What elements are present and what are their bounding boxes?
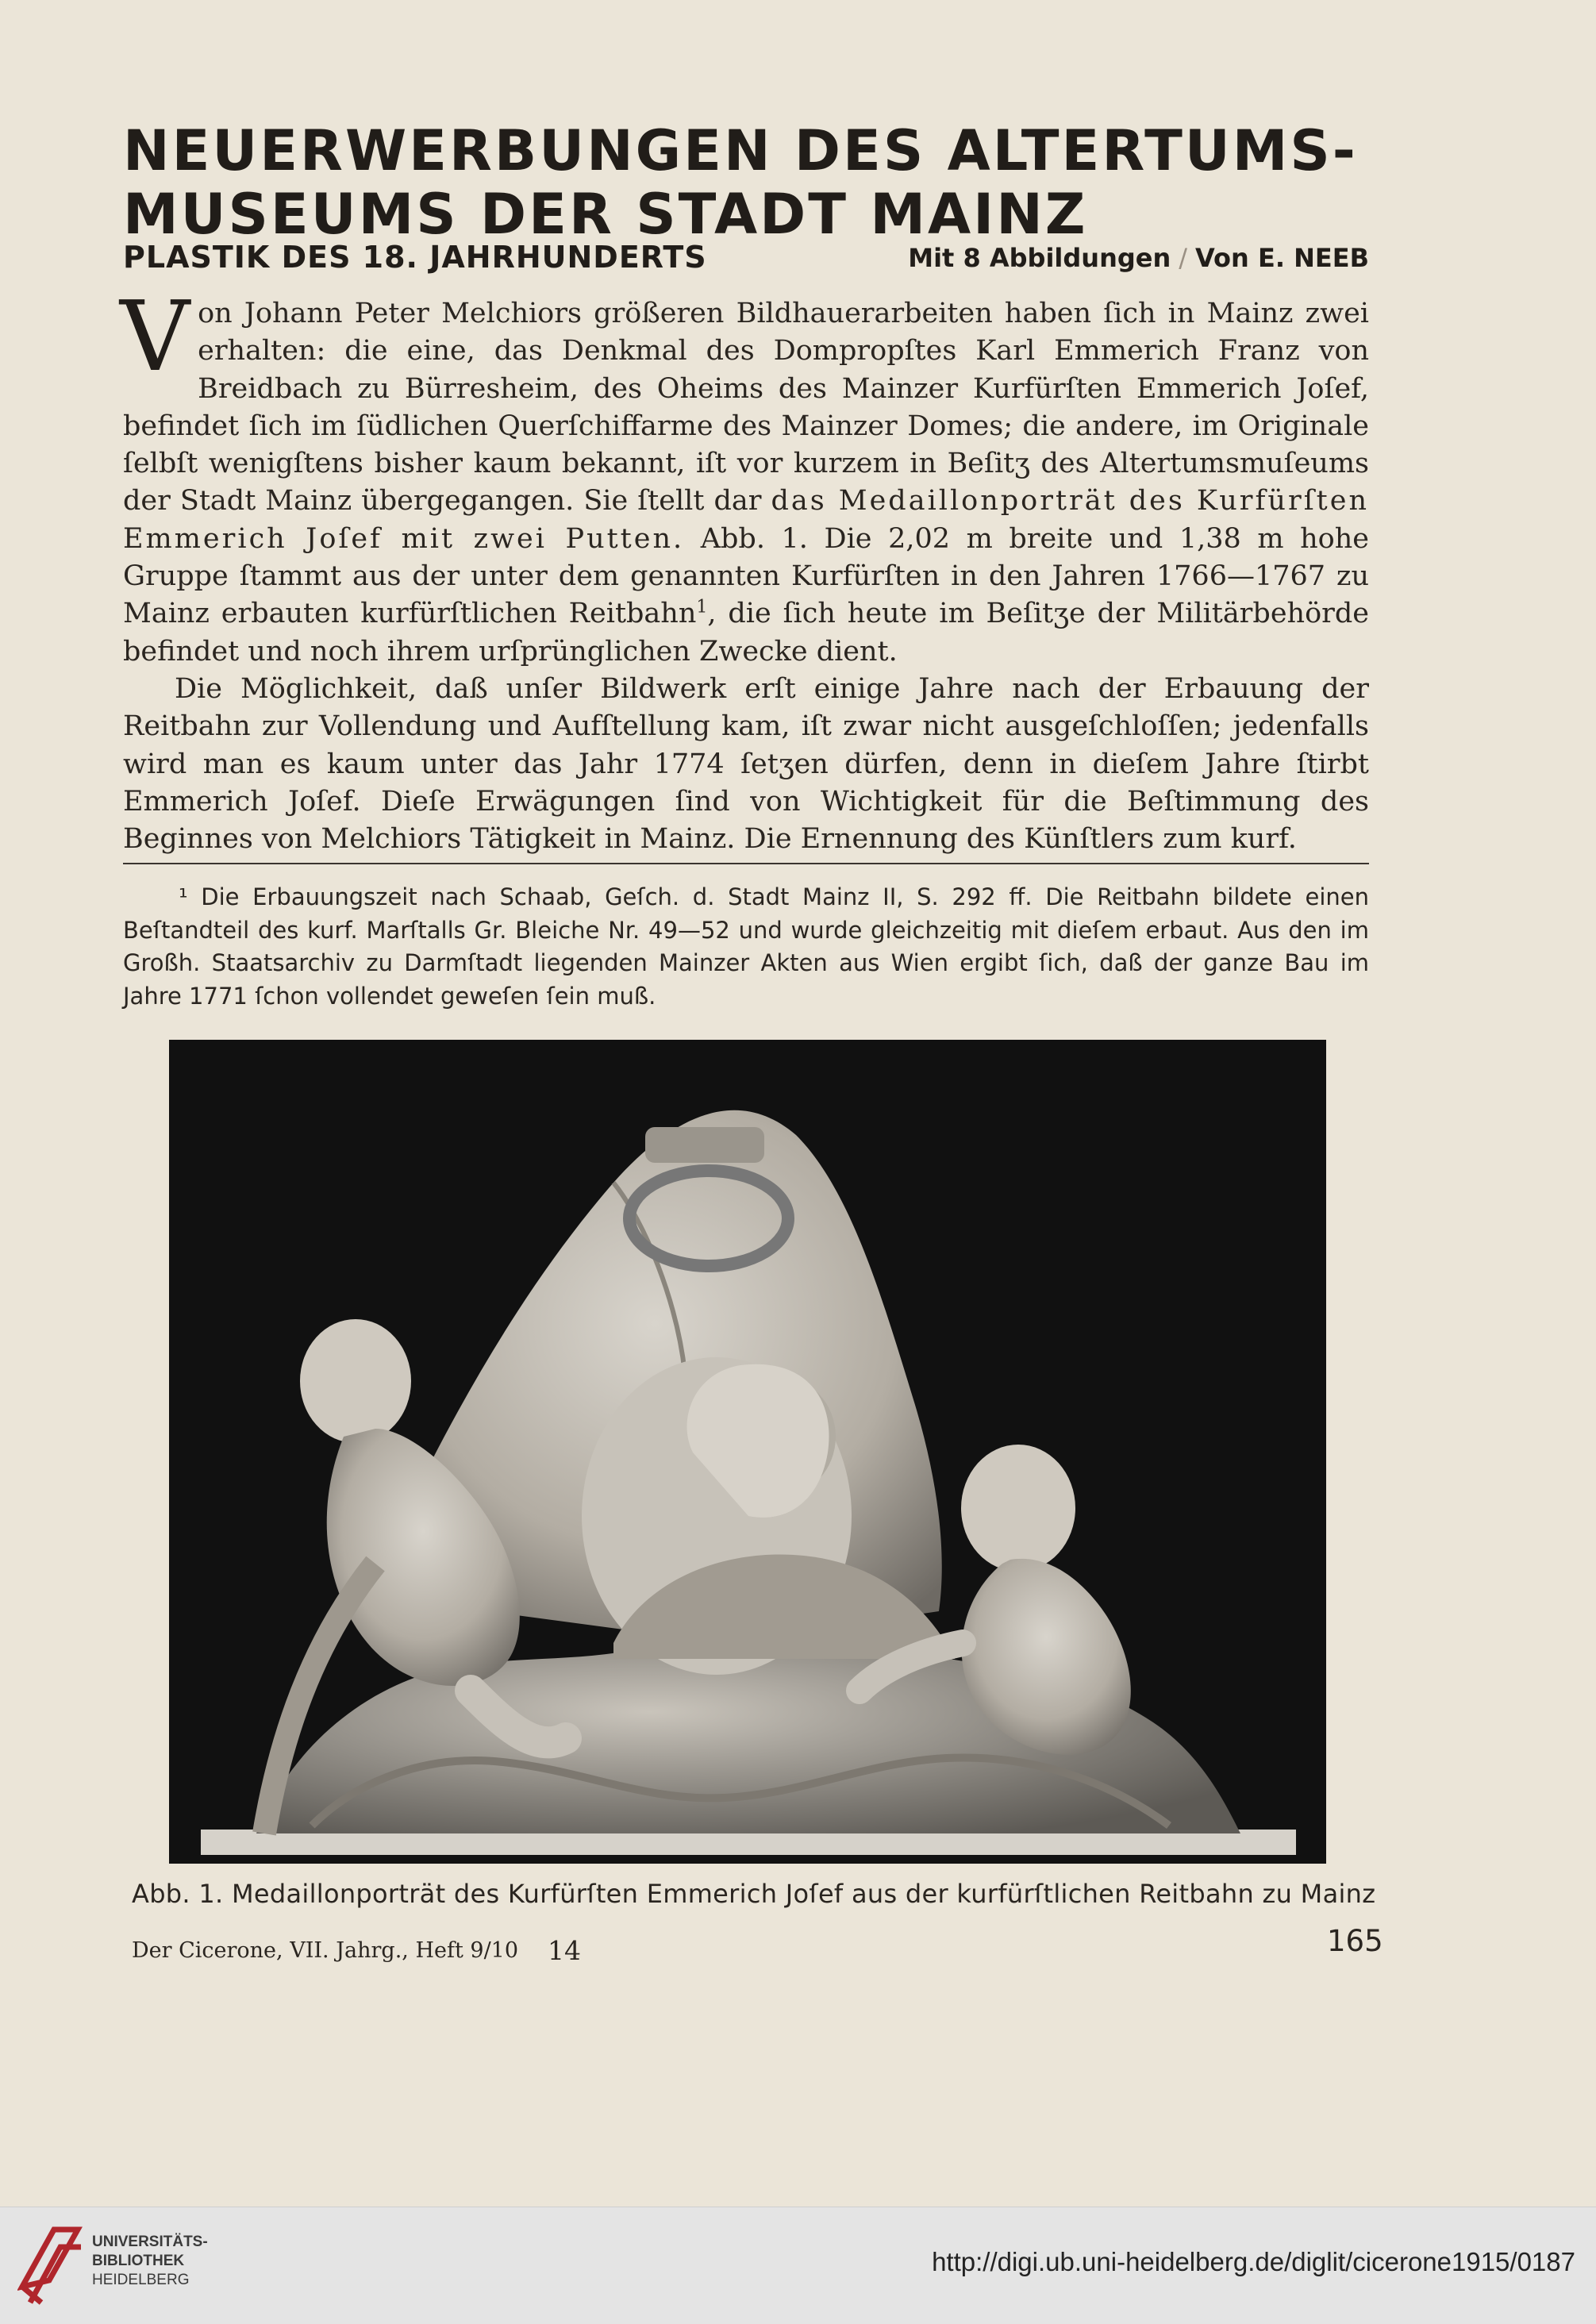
byline-separator: /	[1179, 243, 1188, 273]
paragraph-1-text-a: on Johann Peter Melchiors größeren Bildhauerarbeiten haben ſich in Mainz zwei erhalten: die eine, das Denkmal des Dompropſtes Karl Emmerich Franz von Breidbach zu Bürresheim, des Oheims des Mainzer Kurfürſten Emmerich Joſef, befindet ſich im ſüdlichen Querſchiffarme des Mainzer Domes; die andere, im Originale ſelbſt wenigſtens bisher kaum bekannt, iſt vor kurzem in Beſitʒ des Altertumsmuſeums der Stadt Mainz übergegangen. Sie ſtellt dar	[123, 298, 1369, 518]
journal-reference: Der Cicerone, VII. Jahrg., Heft 9/10	[132, 1938, 519, 1963]
paragraph-1-text-c: , die ſich heute im Beſitʒe der Militärbehörde befindet und noch ihrem urſprünglichen Zwecke dient.	[123, 598, 1369, 668]
library-name	[92, 2233, 208, 2290]
footnote-marker: 1	[696, 597, 708, 618]
title-line-2: MUSEUMS DER STADT MAINZ	[123, 182, 1088, 247]
byline	[908, 243, 1369, 273]
article-body	[120, 280, 1369, 858]
library-name-line-3: HEIDELBERG	[92, 2272, 190, 2288]
drop-cap: V	[120, 280, 190, 393]
digitization-footer	[0, 2207, 1596, 2324]
figure-photo	[169, 1040, 1326, 1864]
footnote-text: ¹ Die Erbauungszeit nach Schaab, Geſch. d. Stadt Mainz II, S. 292 ff. Die Reitbahn bildete einen Beſtandteil des kurf. Marſtalls Gr. Bleiche Nr. 49—52 und wurde gleichzeitig mit dieſem erbaut. Aus den im Großh. Staatsarchiv zu Darmſtadt liegenden Mainzer Akten aus Wien ergibt ſich, daß der ganze Bau im Jahre 1771 ſchon vollendet geweſen ſein muß.	[123, 883, 1369, 1010]
page-number: 165	[1327, 1924, 1383, 1958]
footnote	[123, 881, 1369, 1013]
title-line-1: NEUERWERBUNGEN DES ALTERTUMS-	[123, 118, 1358, 183]
paragraph-1-text-b: Abb. 1. Die 2,02 m breite und 1,38 m hohe Gruppe ſtammt aus der unter dem genannten Kurfürſten in den Jahren 1766—1767 zu Mainz erbauten kurfürſtlichen Reitbahn	[123, 522, 1369, 630]
author: Von E. NEEB	[1195, 243, 1369, 273]
article-title	[123, 119, 1369, 246]
library-name-line-1: UNIVERSITÄTS-	[92, 2234, 208, 2250]
paragraph-1-spaced-text: das Medaillonporträt des Kurfürſten Emmerich Joſef mit zwei Putten.	[123, 485, 1369, 555]
library-logo-icon	[17, 2223, 84, 2311]
paragraph-1	[120, 280, 1369, 671]
source-url-link[interactable]: http://digi.ub.uni-heidelberg.de/diglit/cicerone1915/0187	[932, 2247, 1575, 2276]
sculpture-photo-illustration	[169, 1040, 1326, 1864]
paragraph-2: Die Möglichkeit, daß unſer Bildwerk erſt einige Jahre nach der Erbauung der Reitbahn zur Vollendung und Aufſtellung kam, iſt zwar nicht ausgeſchloſſen; jedenfalls wird man es kaum unter das Jahr 1774 ſetʒen dürfen, denn in dieſem Jahre ſtirbt Emmerich Joſef. Dieſe Erwägungen ſind von Wichtigkeit für die Beſtimmung des Beginnes von Melchiors Tätigkeit in Mainz. Die Ernennung des Künſtlers zum kurf.	[123, 672, 1369, 856]
figure-caption: Abb. 1. Medaillonporträt des Kurfürſten Emmerich Joſef aus der kurfürſtlichen Reitbahn zu Mainz	[132, 1879, 1376, 1909]
figures-note: Mit 8 Abbildungen	[908, 243, 1171, 273]
article-subtitle: PLASTIK DES 18. JAHRHUNDERTS	[123, 240, 707, 275]
library-name-line-2: BIBLIOTHEK	[92, 2253, 185, 2269]
footnote-divider	[123, 863, 1369, 864]
subtitle-row	[123, 237, 1369, 281]
sheet-number: 14	[548, 1935, 581, 1966]
